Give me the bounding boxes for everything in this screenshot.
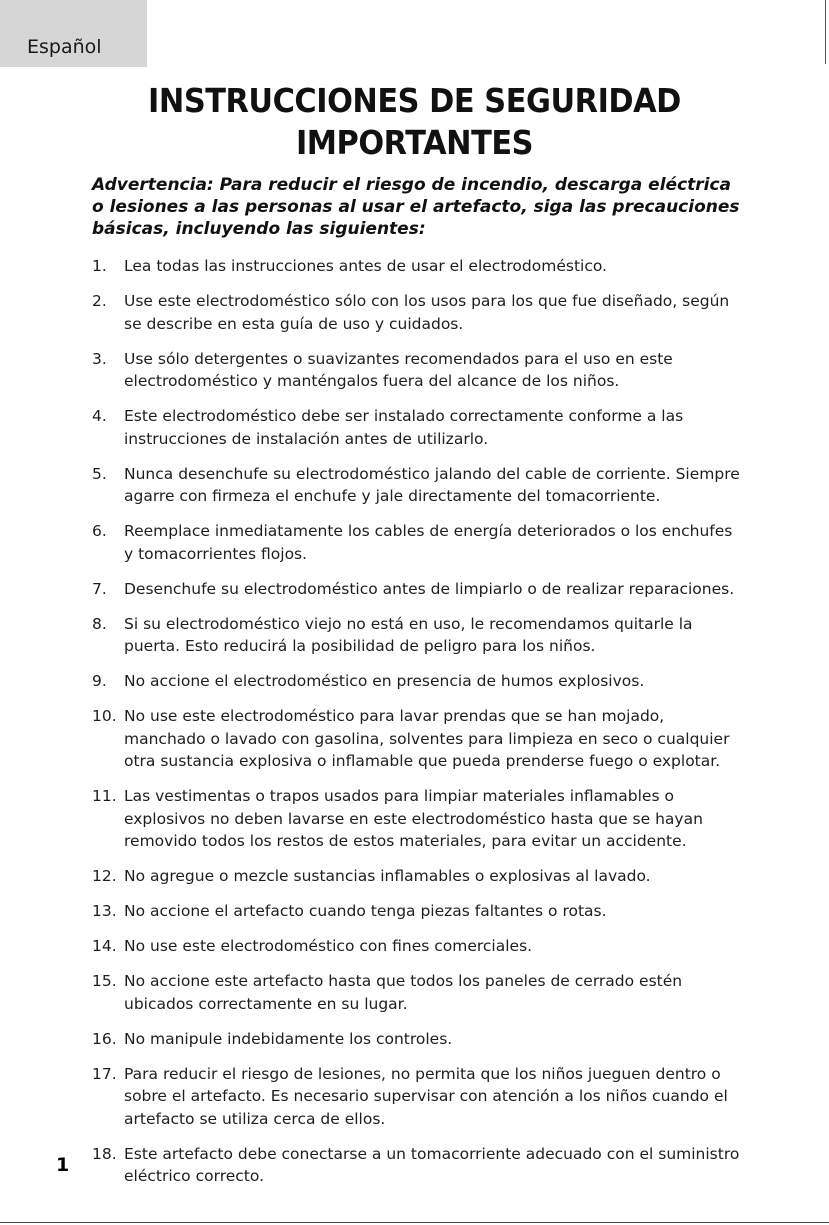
- list-item-number: 17.: [92, 1064, 117, 1083]
- list-item: [92, 255, 742, 278]
- list-item-number: 10.: [92, 707, 117, 725]
- list-item-text: Nunca desenchufe su electrodoméstico jalando del cable de corriente. Siempre agarre con firmeza el enchufe y jale directamente del tomacorriente.: [124, 464, 740, 505]
- page-number: 1: [56, 1154, 70, 1176]
- list-item-number: 11.: [92, 787, 117, 805]
- list-item-text: Desenchufe su electrodoméstico antes de limpiarlo o de realizar reparaciones.: [124, 579, 735, 598]
- list-item-number: 4.: [92, 407, 107, 425]
- list-item: [92, 1028, 742, 1051]
- list-item-number: 2.: [92, 292, 107, 310]
- list-item-number: 7.: [92, 579, 107, 598]
- list-item-text: No accione el artefacto cuando tenga piezas faltantes o rotas.: [124, 902, 607, 920]
- language-label: Español: [27, 36, 102, 58]
- list-item-number: 13.: [92, 902, 117, 920]
- title-line-1: INSTRUCCIONES DE SEGURIDAD: [148, 81, 681, 120]
- list-item: [92, 785, 742, 853]
- edge-mark: [825, 0, 826, 64]
- list-item-number: 1.: [92, 257, 107, 275]
- list-item-text: Este artefacto debe conectarse a un tomacorriente adecuado con el suministro eléctrico correcto.: [124, 1144, 740, 1185]
- list-item-text: No use este electrodoméstico con fines comerciales.: [124, 937, 533, 955]
- list-item-text: Reemplace inmediatamente los cables de energía deteriorados o los enchufes y tomacorrientes flojos.: [124, 522, 733, 563]
- list-item: [92, 1063, 742, 1131]
- list-item-text: No accione este artefacto hasta que todos los paneles de cerrado estén ubicados correctamente en su lugar.: [124, 972, 683, 1013]
- list-item-number: 18.: [92, 1144, 117, 1163]
- list-item-text: Si su electrodoméstico viejo no está en uso, le recomendamos quitarle la puerta. Esto reducirá la posibilidad de peligro para los niños.: [124, 614, 693, 655]
- list-item-number: 12.: [92, 867, 117, 885]
- list-item: [92, 1143, 742, 1188]
- list-item: [92, 613, 742, 658]
- list-item-text: No manipule indebidamente los controles.: [124, 1029, 453, 1048]
- list-item-text: Para reducir el riesgo de lesiones, no permita que los niños jueguen dentro o sobre el artefacto. Es necesario supervisar con atención a los niños cuando el artefacto se utiliza cerca de ellos.: [124, 1064, 728, 1128]
- list-item-text: Use este electrodoméstico sólo con los usos para los que fue diseñado, según se describe en esta guía de uso y cuidados.: [124, 292, 730, 333]
- list-item-text: Lea todas las instrucciones antes de usar el electrodoméstico.: [124, 257, 607, 275]
- list-item: [92, 705, 742, 773]
- list-item: [92, 900, 742, 923]
- list-item: [92, 578, 742, 601]
- list-item-number: 15.: [92, 972, 117, 990]
- list-item: [92, 935, 742, 958]
- language-tab: [0, 0, 147, 67]
- bottom-rule: [0, 1222, 829, 1223]
- title-line-2: IMPORTANTES: [295, 123, 534, 162]
- list-item-number: 6.: [92, 522, 107, 540]
- list-item: [92, 348, 742, 393]
- list-item: [92, 463, 742, 508]
- list-item: [92, 670, 742, 693]
- list-item: [92, 520, 742, 565]
- list-item-number: 3.: [92, 349, 107, 368]
- list-item-number: 5.: [92, 464, 107, 483]
- list-item-text: Use sólo detergentes o suavizantes recomendados para el uso en este electrodoméstico y manténgalos fuera del alcance de los niños.: [124, 349, 673, 390]
- list-item-text: No use este electrodoméstico para lavar prendas que se han mojado, manchado o lavado con gasolina, solventes para limpieza en seco o cualquier otra sustancia explosiva o inflamable que pueda prenderse fuego o explotar.: [124, 707, 730, 770]
- list-item-text: Este electrodoméstico debe ser instalado correctamente conforme a las instrucciones de instalación antes de utilizarlo.: [124, 407, 684, 448]
- list-item-number: 14.: [92, 937, 117, 955]
- list-item: [92, 865, 742, 888]
- list-item-text: Las vestimentas o trapos usados para limpiar materiales inflamables o explosivos no deben lavarse en este electrodoméstico hasta que se hayan removido todos los restos de estos materiales, para evitar un accidente.: [124, 787, 703, 850]
- warning-paragraph: Advertencia: Para reducir el riesgo de incendio, descarga eléctrica o lesiones a las personas al usar el artefacto, siga las precauciones básicas, incluyendo las siguientes:: [92, 175, 740, 239]
- list-item: [92, 405, 742, 450]
- list-item: [92, 290, 742, 335]
- list-item: [92, 970, 742, 1015]
- instructions-list: [92, 255, 742, 1200]
- page-title: [33, 80, 796, 164]
- list-item-number: 8.: [92, 614, 107, 633]
- list-item-number: 9.: [92, 672, 107, 690]
- list-item-text: No agregue o mezcle sustancias inflamables o explosivas al lavado.: [124, 867, 651, 885]
- list-item-number: 16.: [92, 1029, 117, 1048]
- list-item-text: No accione el electrodoméstico en presencia de humos explosivos.: [124, 672, 645, 690]
